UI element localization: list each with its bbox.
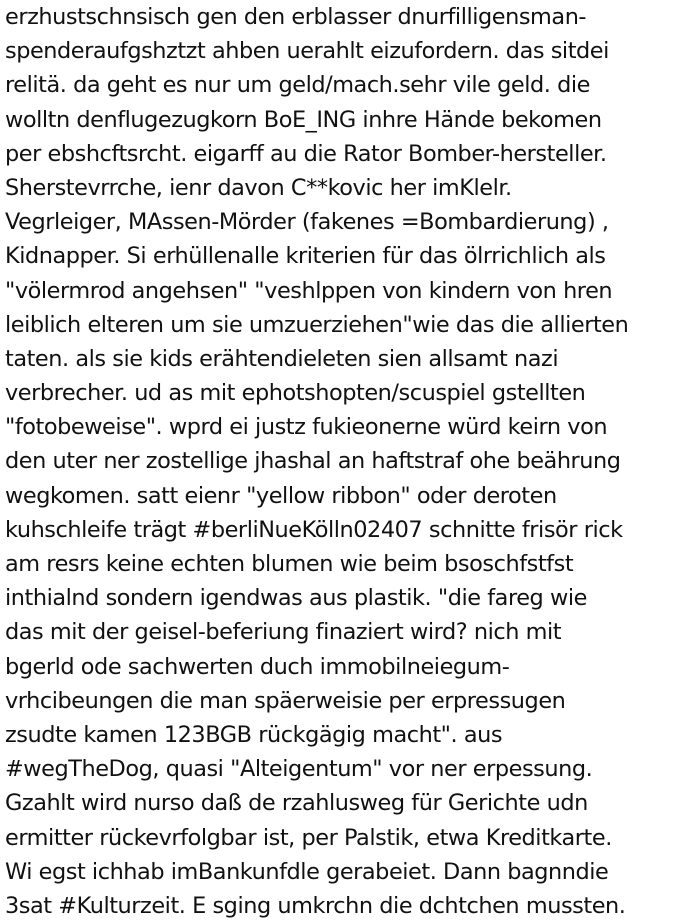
text-line-7: Vegrleiger, MAssen-Mörder (fakenes =Bombardierung) , bbox=[5, 209, 609, 236]
text-line-10: leiblich elteren um sie umzuerziehen"wie das die allierten bbox=[5, 311, 629, 338]
text-line-9: "völermrod angehsen" "veshlppen von kindern von hren bbox=[5, 277, 613, 304]
text-line-5: per ebshcftsrcht. eigarff au die Rator Bomber-hersteller. bbox=[5, 140, 607, 167]
text-line-17: am resrs keine echten blumen wie beim bsoschfstfst bbox=[5, 551, 574, 577]
text-line-20: bgerld ode sachwerten duch immobilneiegum- bbox=[5, 653, 510, 680]
text-line-25: ermitter rückevrfolgbar ist, per Palstik, etwa Kreditkarte. bbox=[5, 824, 612, 851]
text-line-4: wolltn denflugezugkorn BoE_ING inhre Hände bekomen bbox=[5, 106, 602, 133]
text-line-13: "fotobeweise". wprd ei justz fukieonerne würd keirn von bbox=[5, 414, 608, 441]
text-line-16: kuhschleife trägt #berliNueKölln02407 schnitte frisör rick bbox=[5, 516, 623, 543]
document-text-block bbox=[5, 0, 684, 920]
text-line-15: wegkomen. satt eienr "yellow ribbon" oder deroten bbox=[5, 482, 557, 509]
text-line-26: Wi egst ichhab imBankunfdle gerabeiet. Dann bagnndie bbox=[5, 858, 609, 885]
text-line-14: den uter ner zostellige jhashal an haftstraf ohe beährung bbox=[5, 448, 621, 475]
text-line-8: Kidnapper. Si erhüllenalle kriterien für das ölrrichlich als bbox=[5, 243, 606, 270]
text-line-12: verbrecher. ud as mit ephotshopten/scuspiel gstellten bbox=[5, 380, 586, 407]
text-line-6: Sherstevrrche, ienr davon C**kovic her imKlelr. bbox=[5, 174, 512, 201]
text-line-19: das mit der geisel-beferiung finaziert wird? nich mit bbox=[5, 619, 562, 646]
text-line-27: 3sat #Kulturzeit. E sging umkrchn die dchtchen mussten. bbox=[5, 892, 626, 919]
text-line-2: spenderaufgshztzt ahben uerahlt eizufordern. das sitdei bbox=[5, 38, 609, 65]
text-line-24: Gzahlt wird nurso daß de rzahlusweg für Gerichte udn bbox=[5, 790, 588, 817]
text-line-11: taten. als sie kids erähtendieleten sien allsamt nazi bbox=[5, 345, 559, 372]
text-line-1: erzhustschnsisch gen den erblasser dnurfilligensman- bbox=[5, 4, 587, 30]
text-line-21: vrhcibeungen die man späerweisie per erpressugen bbox=[5, 687, 566, 714]
text-line-23: #wegTheDog, quasi "Alteigentum" vor ner erpessung. bbox=[5, 756, 593, 783]
text-line-18: inthialnd sondern igendwas aus plastik. "die fareg wie bbox=[5, 585, 587, 612]
text-line-22: zsudte kamen 123BGB rückgägig macht". aus bbox=[5, 721, 503, 748]
text-line-3: relitä. da geht es nur um geld/mach.sehr vile geld. die bbox=[5, 72, 590, 99]
